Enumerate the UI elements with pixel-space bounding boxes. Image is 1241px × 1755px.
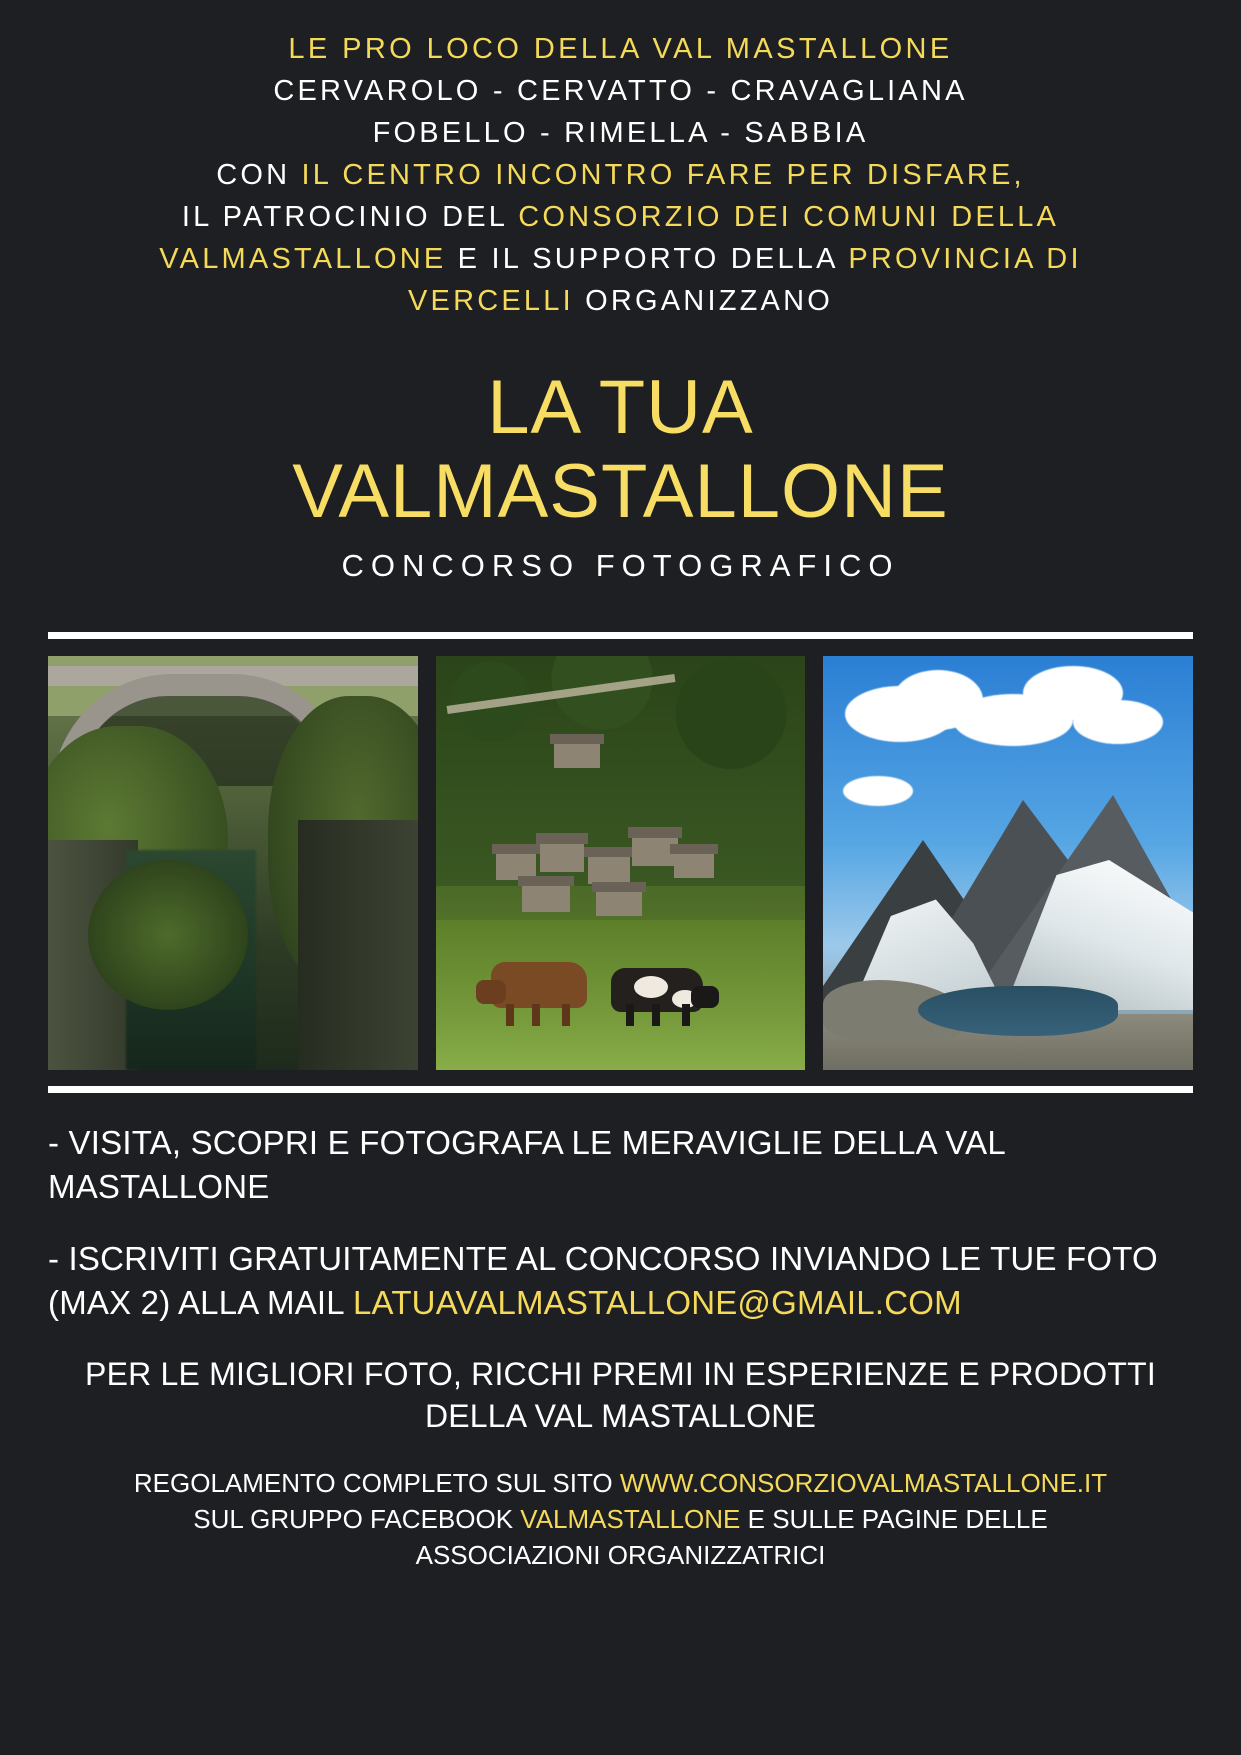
photo2-roof <box>628 827 682 838</box>
photo2-house <box>540 842 584 872</box>
photo2-cow-black-head <box>691 986 719 1008</box>
photo3-cloud <box>1073 700 1163 744</box>
photo-snow-mountains <box>823 656 1193 1070</box>
footer-rules-label: REGOLAMENTO COMPLETO SUL SITO <box>133 1468 620 1498</box>
divider-top <box>48 632 1193 639</box>
facebook-group-link[interactable]: VALMASTALLONE <box>520 1504 741 1534</box>
footer-line-2 <box>48 1501 1193 1537</box>
header-line-7-suffix: ORGANIZZANO <box>573 285 833 317</box>
header-line-5 <box>52 196 1189 238</box>
photo-village-cows <box>436 656 806 1070</box>
organizers-header <box>0 0 1241 322</box>
header-line-7 <box>52 280 1189 322</box>
divider-bottom <box>48 1086 1193 1093</box>
body-text <box>48 1121 1193 1437</box>
header-line-6 <box>52 238 1189 280</box>
footer <box>48 1465 1193 1573</box>
header-line-5-prefix: IL PATROCINIO DEL <box>181 201 519 233</box>
photo2-cow-leg <box>506 1004 514 1026</box>
photo2-roof <box>592 882 646 892</box>
photo2-cow-leg <box>682 1004 690 1026</box>
photo2-house <box>596 890 642 916</box>
photo1-rock-right <box>298 820 418 1070</box>
photo2-house <box>674 852 714 878</box>
prizes-text: PER LE MIGLIORI FOTO, RICCHI PREMI IN ESPERIENZE E PRODOTTI DELLA VAL MASTALLONE <box>85 1356 1156 1434</box>
photo1-bush <box>88 860 248 1010</box>
photo2-cow-leg <box>626 1004 634 1026</box>
header-line-4 <box>52 154 1189 196</box>
photo2-roof <box>536 833 588 844</box>
header-line-6-highlight-2: PROVINCIA DI <box>848 243 1082 275</box>
header-line-1: LE PRO LOCO DELLA VAL MASTALLONE <box>288 33 953 65</box>
header-line-6-middle: E IL SUPPORTO DELLA <box>446 243 849 275</box>
title-block <box>0 366 1241 584</box>
photo2-cow-leg <box>562 1004 570 1026</box>
footer-facebook-label: SUL GRUPPO FACEBOOK <box>193 1504 521 1534</box>
photo2-roof <box>518 876 574 886</box>
photo2-house <box>554 742 600 768</box>
website-link[interactable]: WWW.CONSORZIOVALMASTALLONE.IT <box>619 1468 1108 1498</box>
title-line-1: LA TUA <box>487 365 754 450</box>
header-line-3: FOBELLO - RIMELLA - SABBIA <box>372 117 869 149</box>
photo2-cow-leg <box>652 1004 660 1026</box>
photo2-roof <box>670 844 718 854</box>
footer-line-3: ASSOCIAZIONI ORGANIZZATRICI <box>415 1540 826 1570</box>
header-line-4-highlight: IL CENTRO INCONTRO FARE PER DISFARE, <box>301 159 1025 191</box>
footer-line-2-suffix: E SULLE PAGINE DELLE <box>740 1504 1048 1534</box>
bullet-signup-text: - ISCRIVITI GRATUITAMENTE AL CONCORSO INVIANDO LE TUE FOTO (MAX 2) ALLA MAIL <box>48 1240 1158 1321</box>
footer-line-1 <box>48 1465 1193 1501</box>
header-line-6-highlight: VALMASTALLONE <box>159 243 447 275</box>
photo2-roof <box>550 734 604 744</box>
photo-strip <box>48 656 1193 1070</box>
title-line-2: VALMASTALLONE <box>292 449 949 534</box>
photo2-house <box>588 856 630 884</box>
photo2-cow-leg <box>532 1004 540 1026</box>
header-line-5-highlight: CONSORZIO DEI COMUNI DELLA <box>518 201 1060 233</box>
contest-email[interactable]: LATUAVALMASTALLONE@GMAIL.COM <box>353 1284 962 1321</box>
bullet-visit: - VISITA, SCOPRI E FOTOGRAFA LE MERAVIGLIE DELLA VAL MASTALLONE <box>48 1124 1005 1205</box>
photo2-house <box>522 884 570 912</box>
header-line-7-highlight: VERCELLI <box>408 285 574 317</box>
photo2-roof <box>492 844 540 854</box>
title-subtitle: CONCORSO FOTOGRAFICO <box>341 548 900 583</box>
photo2-cow-brown-head <box>476 980 506 1004</box>
header-line-4-prefix: CON <box>216 159 302 191</box>
photo2-cow-patch <box>634 976 668 998</box>
photo2-roof <box>584 847 634 857</box>
header-line-2: CERVAROLO - CERVATTO - CRAVAGLIANA <box>273 75 968 107</box>
bullet-signup <box>48 1237 1193 1325</box>
photo-stone-bridge <box>48 656 418 1070</box>
